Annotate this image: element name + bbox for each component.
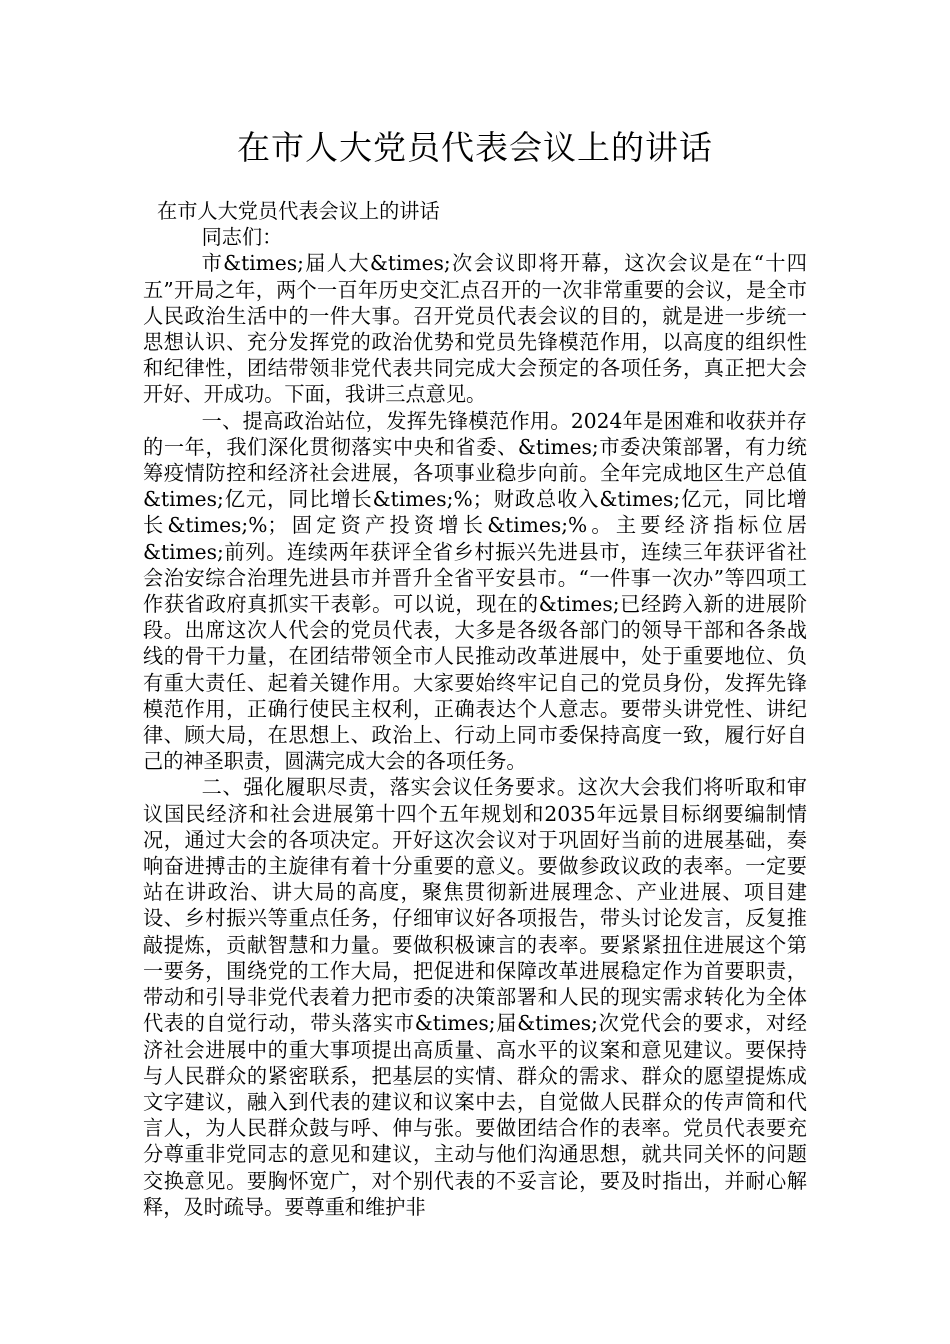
paragraph-section-one: 一、提高政治站位，发挥先锋模范作用。2024年是困难和收获并存的一年，我们深化贯彻落实中央和省委、&times;市委决策部署，有力统筹疫情防控和经济社会进展，各项事业稳步向前。全年完成地区生产总值&times;亿元，同比增长&times;%；财政总收入&times;亿元，同比增长&times;%；固定资产投资增长&times;%。主要经济指标位居&times;前列。连续两年获评全省乡村振兴先进县市，连续三年获评省社会治安综合治理先进县市并晋升全省平安县市。“一件事一次办”等四项工作获省政府真抓实干表彰。可以说，现在的&times;已经跨入新的进展阶段。出席这次人代会的党员代表，大多是各级各部门的领导干部和各条战线的骨干力量，在团结带领全市人民推动改革进展中，处于重要地位、负有重大责任、起着关键作用。大家要始终牢记自己的党员身份，发挥先锋模范作用，正确行使民主权利，正确表达个人意志。要带头讲党性、讲纪律、顾大局，在思想上、政治上、行动上同市委保持高度一致，履行好自己的神圣职责，圆满完成大会的各项任务。 xyxy=(143,408,807,774)
document-subtitle: 在市人大党员代表会议上的讲话 xyxy=(157,199,440,223)
paragraph-section-two: 二、强化履职尽责，落实会议任务要求。这次大会我们将听取和审议国民经济和社会进展第十四个五年规划和2035年远景目标纲要编制情况，通过大会的各项决定。开好这次会议对于巩固好当前的进展基础，奏响奋进搏击的主旋律有着十分重要的意义。要做参政议政的表率。一定要站在讲政治、讲大局的高度，聚焦贯彻新进展理念、产业进展、项目建设、乡村振兴等重点任务，仔细审议好各项报告，带头讨论发言，反复推敲提炼，贡献智慧和力量。要做积极谏言的表率。要紧紧扭住进展这个第一要务，围绕党的工作大局，把促进和保障改革进展稳定作为首要职责，带动和引导非党代表着力把市委的决策部署和人民的现实需求转化为全体代表的自觉行动，带头落实市&times;届&times;次党代会的要求，对经济社会进展中的重大事项提出高质量、高水平的议案和意见建议。要保持与人民群众的紧密联系，把基层的实情、群众的需求、群众的愿望提炼成文字建议，融入到代表的建议和议案中去，自觉做人民群众的传声筒和代言人，为人民群众鼓与呼、伸与张。要做团结合作的表率。党员代表要充分尊重非党同志的意见和建议，主动与他们沟通思想，就共同关怀的问题交换意见。要胸怀宽广，对个别代表的不妥言论，要及时指出，并耐心解释，及时疏导。要尊重和维护非 xyxy=(143,775,807,1219)
paragraph-intro: 市&times;届人大&times;次会议即将开幕，这次会议是在“十四五”开局之年，两个一百年历史交汇点召开的一次非常重要的会议，是全市人民政治生活中的一件大事。召开党员代表会议的目的，就是进一步统一思想认识、充分发挥党的政治优势和党员先锋模范作用，以高度的组织性和纪律性，团结带领非党代表共同完成大会预定的各项任务，真正把大会开好、开成功。下面，我讲三点意见。 xyxy=(143,251,807,407)
document-body xyxy=(143,198,807,1220)
document-title: 在市人大党员代表会议上的讲话 xyxy=(237,128,713,167)
salutation: 同志们： xyxy=(201,225,283,250)
